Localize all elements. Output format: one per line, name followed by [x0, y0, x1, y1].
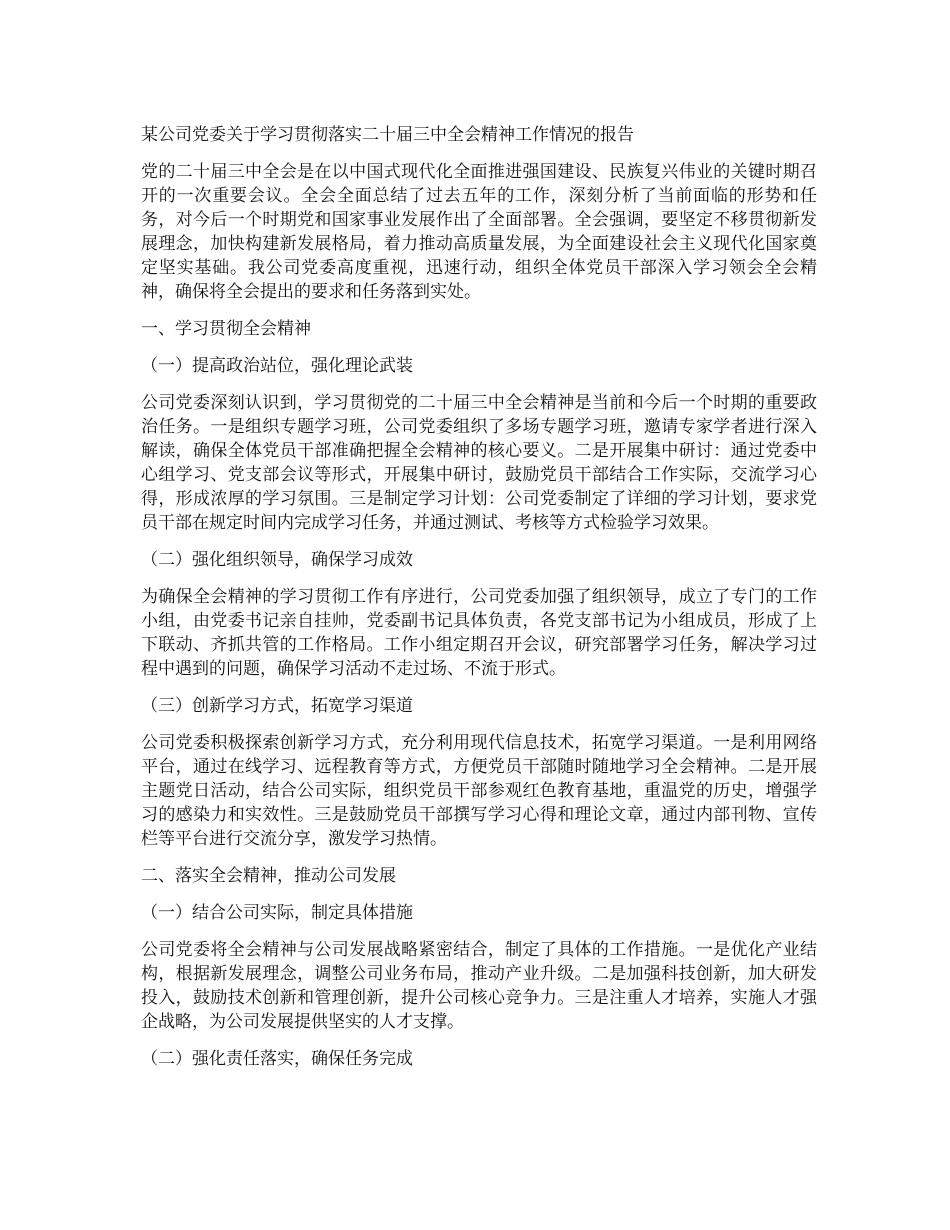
body-paragraph-1-2: 为确保全会精神的学习贯彻工作有序进行，公司党委加强了组织领导，成立了专门的工作小组，由党委书记亲自挂帅，党委副书记具体负责，各党支部书记为小组成员，形成了上下联动、齐抓共管的工作格局。工作小组定期召开会议，研究部署学习任务，解决学习过程中遇到的问题，确保学习活动不走过场、不流于形式。 [141, 587, 817, 679]
section-heading-1: 一、学习贯彻全会精神 [141, 319, 311, 339]
document-page [141, 123, 817, 1084]
subsection-heading-1-2: （二）强化组织领导，确保学习成效 [141, 550, 413, 570]
subsection-heading-2-2: （二）强化责任落实，确保任务完成 [141, 1049, 413, 1069]
subsection-heading-1-3: （三）创新学习方式，拓宽学习渠道 [141, 696, 413, 716]
subsection-heading-2-1: （一）结合公司实际，制定具体措施 [141, 903, 413, 923]
body-paragraph-1-3: 公司党委积极探索创新学习方式，充分利用现代信息技术，拓宽学习渠道。一是利用网络平台，通过在线学习、远程教育等方式，方便党员干部随时随地学习全会精神。二是开展主题党日活动，结合公司实际，组织党员干部参观红色教育基地，重温党的历史，增强学习的感染力和实效性。三是鼓励党员干部撰写学习心得和理论文章，通过内部刊物、宣传栏等平台进行交流分享，激发学习热情。 [141, 733, 817, 849]
section-heading-2: 二、落实全会精神，推动公司发展 [141, 866, 396, 886]
body-paragraph-2-1: 公司党委将全会精神与公司发展战略紧密结合，制定了具体的工作措施。一是优化产业结构，根据新发展理念，调整公司业务布局，推动产业升级。二是加强科技创新，加大研发投入，鼓励技术创新和管理创新，提升公司核心竞争力。三是注重人才培养，实施人才强企战略，为公司发展提供坚实的人才支撑。 [141, 940, 817, 1032]
intro-paragraph: 党的二十届三中全会是在以中国式现代化全面推进强国建设、民族复兴伟业的关键时期召开的一次重要会议。全会全面总结了过去五年的工作，深刻分析了当前面临的形势和任务，对今后一个时期党和国家事业发展作出了全面部署。全会强调，要坚定不移贯彻新发展理念，加快构建新发展格局，着力推动高质量发展，为全面建设社会主义现代化国家奠定坚实基础。我公司党委高度重视，迅速行动，组织全体党员干部深入学习领会全会精神，确保将全会提出的要求和任务落到实处。 [141, 162, 817, 302]
subsection-heading-1-1: （一）提高政治站位，强化理论武装 [141, 356, 413, 376]
body-paragraph-1-1: 公司党委深刻认识到，学习贯彻党的二十届三中全会精神是当前和今后一个时期的重要政治任务。一是组织专题学习班，公司党委组织了多场专题学习班，邀请专家学者进行深入解读，确保全体党员干部准确把握全会精神的核心要义。二是开展集中研讨：通过党委中心组学习、党支部会议等形式，开展集中研讨，鼓励党员干部结合工作实际，交流学习心得，形成浓厚的学习氛围。三是制定学习计划：公司党委制定了详细的学习计划，要求党员干部在规定时间内完成学习任务，并通过测试、考核等方式检验学习效果。 [141, 393, 817, 533]
document-title: 某公司党委关于学习贯彻落实二十届三中全会精神工作情况的报告 [141, 125, 634, 145]
